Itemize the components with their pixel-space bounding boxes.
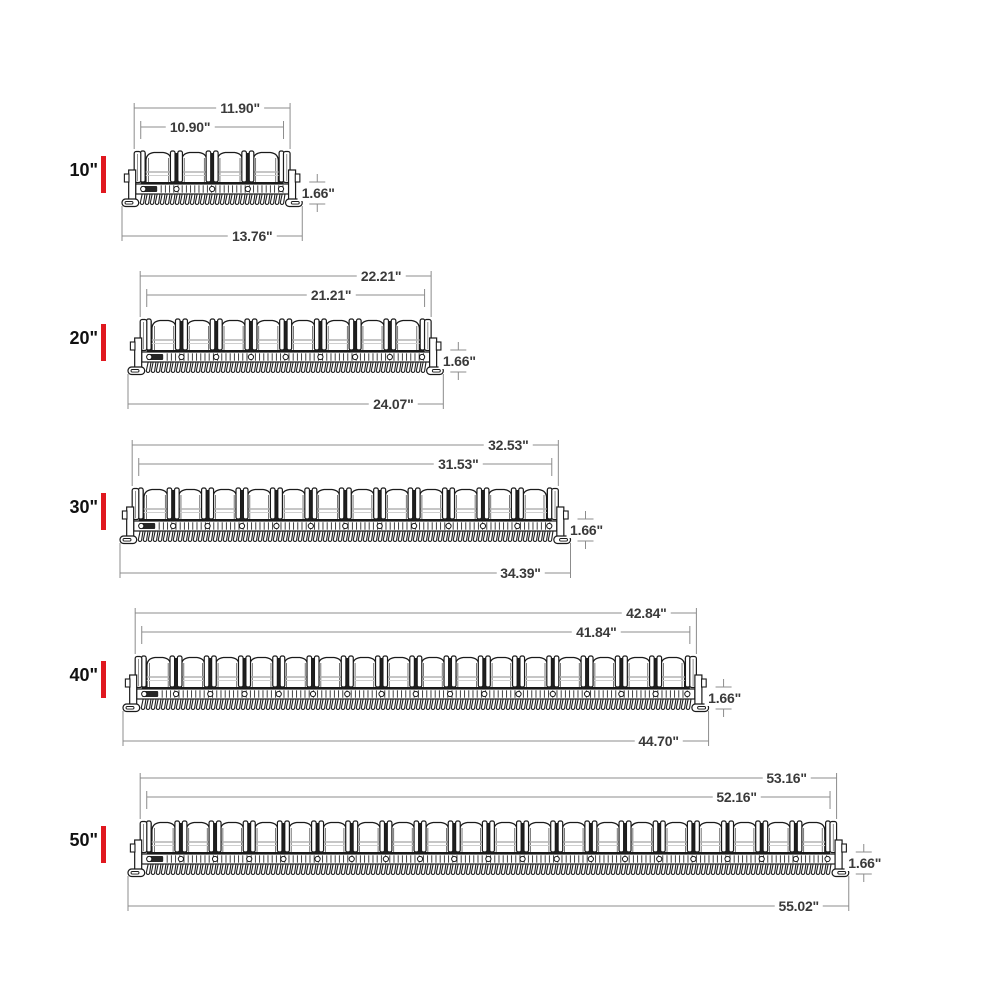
red-accent-tick: [101, 661, 106, 698]
lightbar-drawing: [114, 268, 490, 418]
dim-overall-width-label: 34.39": [496, 565, 544, 581]
red-accent-tick: [101, 156, 106, 193]
dim-lens-width-label: 52.16": [712, 789, 760, 805]
dim-lens-width-label: 10.90": [166, 119, 214, 135]
dim-overall-width-label: 55.02": [775, 898, 823, 914]
size-label: 10": [69, 160, 98, 180]
dim-lens-width-label: 41.84": [572, 624, 620, 640]
red-accent-tick: [101, 826, 106, 863]
dim-height-label: 1.66": [298, 185, 339, 201]
red-accent-tick: [101, 493, 106, 530]
dim-overall-width-label: 44.70": [634, 733, 682, 749]
dim-housing-width-label: 53.16": [762, 770, 810, 786]
dim-height-label: 1.66": [439, 353, 480, 369]
heatsink-fins: [140, 194, 285, 204]
dim-lens-width-label: 21.21": [307, 287, 355, 303]
dim-height-label: 1.66": [704, 690, 745, 706]
dim-housing-width-label: 22.21": [357, 268, 405, 284]
size-label: 30": [69, 497, 98, 517]
size-label: 40": [69, 665, 98, 685]
dim-housing-width-label: 11.90": [216, 100, 264, 116]
red-accent-tick: [101, 324, 106, 361]
dim-lens-width-label: 31.53": [434, 456, 482, 472]
heatsink-fins: [146, 362, 426, 372]
heatsink-fins: [138, 531, 553, 541]
size-label: 20": [69, 328, 98, 348]
size-label: 50": [69, 830, 98, 850]
dim-housing-width-label: 32.53": [484, 437, 532, 453]
dim-overall-width-label: 24.07": [369, 396, 417, 412]
dim-housing-width-label: 42.84": [622, 605, 670, 621]
dim-overall-width-label: 13.76": [228, 228, 276, 244]
dim-height-label: 1.66": [566, 522, 607, 538]
heatsink-fins: [146, 864, 831, 874]
dim-height-label: 1.66": [844, 855, 885, 871]
heatsink-fins: [141, 699, 691, 709]
